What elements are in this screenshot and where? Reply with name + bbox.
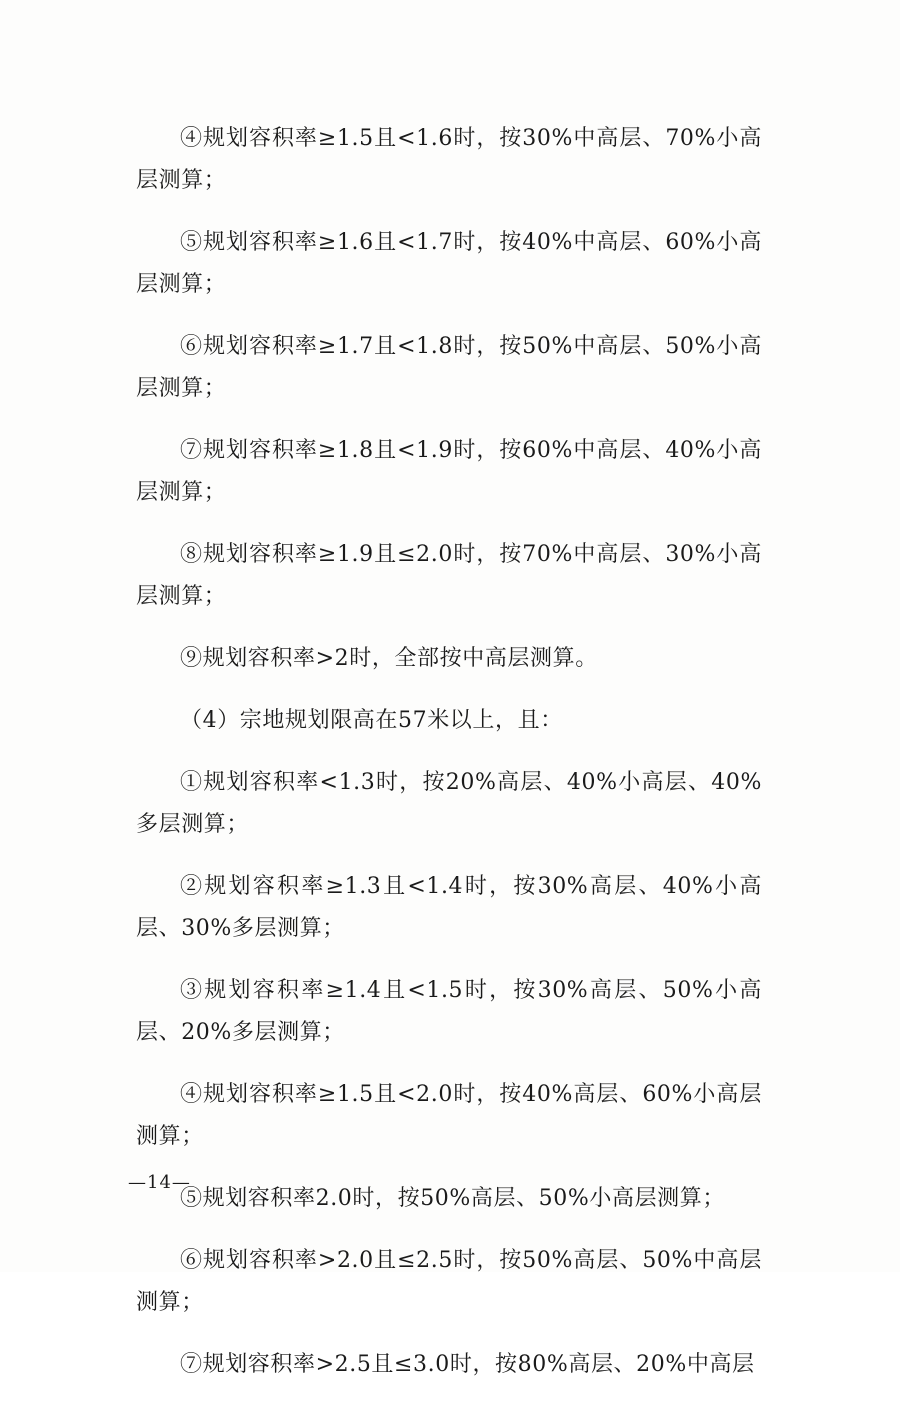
- paragraph-13: ⑥规划容积率>2.0且≤2.5时，按50%高层、50%中高层测算；: [136, 1248, 762, 1315]
- paragraph-12: ⑤规划容积率2.0时，按50%高层、50%小高层测算；: [180, 1186, 725, 1211]
- page-number: —14—: [128, 1172, 191, 1193]
- paragraph-3: ⑥规划容积率≥1.7且<1.8时，按50%中高层、50%小高层测算；: [136, 334, 762, 401]
- paragraph-11: ④规划容积率≥1.5且<2.0时，按40%高层、60%小高层测算；: [136, 1082, 762, 1149]
- paragraph-4: ⑦规划容积率≥1.8且<1.9时，按60%中高层、40%小高层测算；: [136, 438, 762, 505]
- paragraph-10: ③规划容积率≥1.4且<1.5时，按30%高层、50%小高层、20%多层测算；: [136, 978, 762, 1045]
- paragraph-2: ⑤规划容积率≥1.6且<1.7时，按40%中高层、60%小高层测算；: [136, 230, 762, 297]
- paragraph-1: ④规划容积率≥1.5且<1.6时，按30%中高层、70%小高层测算；: [136, 126, 762, 193]
- paragraph-9: ②规划容积率≥1.3且<1.4时，按30%高层、40%小高层、30%多层测算；: [136, 874, 762, 941]
- section-heading: （4）宗地规划限高在57米以上，且：: [180, 708, 563, 733]
- paragraph-6: ⑨规划容积率>2时，全部按中高层测算。: [180, 646, 598, 671]
- paragraph-8: ①规划容积率<1.3时，按20%高层、40%小高层、40%多层测算；: [136, 770, 762, 837]
- document-body: [136, 118, 762, 1406]
- paragraph-5: ⑧规划容积率≥1.9且≤2.0时，按70%中高层、30%小高层测算；: [136, 542, 762, 609]
- paragraph-14: ⑦规划容积率>2.5且≤3.0时，按80%高层、20%中高层: [180, 1352, 755, 1377]
